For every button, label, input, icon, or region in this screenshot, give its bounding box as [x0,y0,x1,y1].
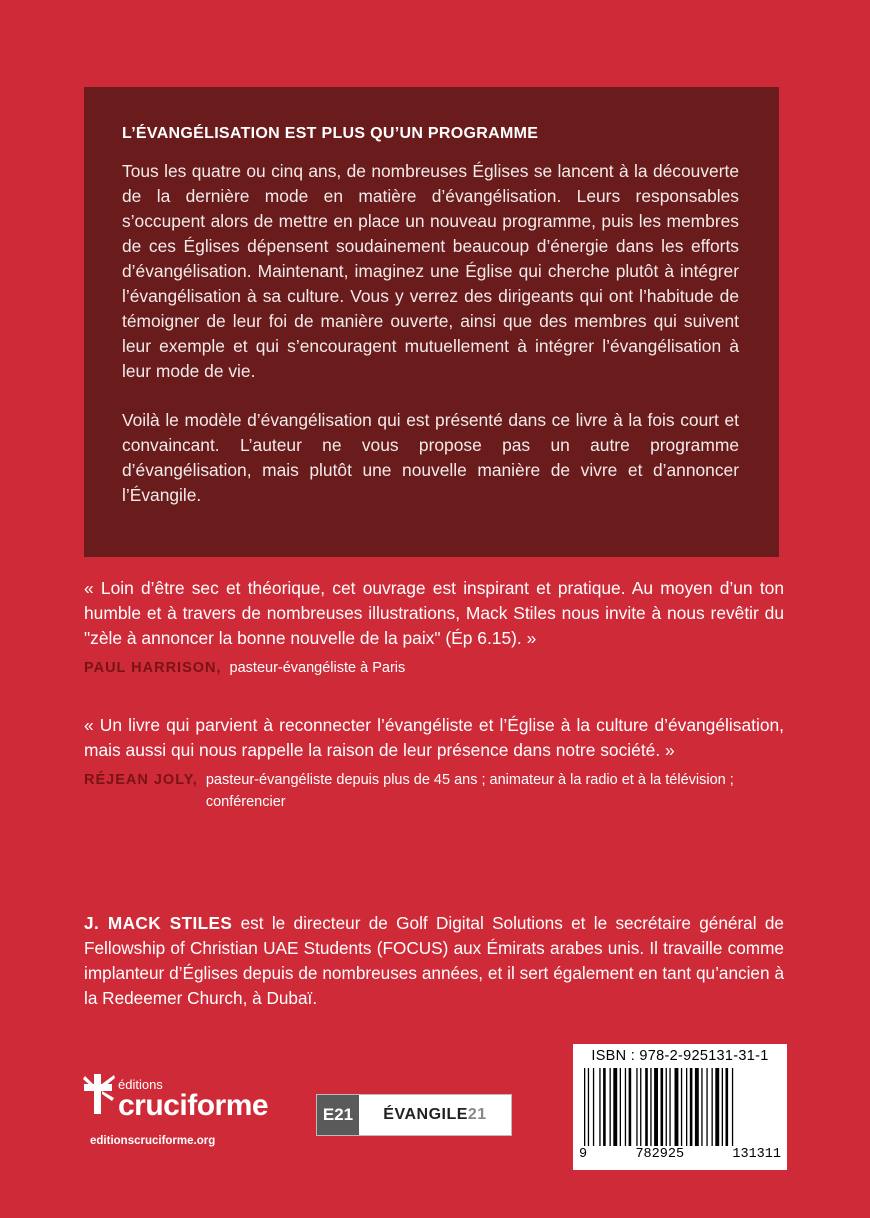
barcode-digit-group: 9 [579,1147,588,1162]
barcode-bar [588,1068,589,1146]
summary-paragraph-1: Tous les quatre ou cinq ans, de nombreuses Églises se lancent à la découverte de la dernière mode en matière d’évangélisation. Leurs responsables s’occupent alors de mettre en place un nouveau programme, puis les membres de ces Églises dépensent soudainement beaucoup d’énergie dans les efforts d’évangélisation. Maintenant, imaginez une Église qui cherche plutôt à intégrer l’évangélisation à sa culture. Vous y verrez des dirigeants qui ont l’habitude de témoigner de leur foi de manière ouverte, ainsi que des membres qui suivent leur exemple et qui s’encouragent mutuellement à intégrer l’évangélisation à leur mode de vie. [122,161,739,381]
quote-attribution [84,657,784,679]
barcode-bar [695,1068,699,1146]
endorsement-1 [84,576,784,679]
barcode-bar [732,1068,733,1146]
e21-mark: E21 [317,1095,359,1135]
barcode-bar [690,1068,693,1146]
endorser-role: pasteur-évangéliste depuis plus de 45 ans ; animateur à la radio et à la télévision ; conférencier [205,772,734,810]
barcode-bar [620,1068,621,1146]
barcode-bar [661,1068,664,1146]
barcode-bar [726,1068,729,1146]
barcode-digit-group: 131311 [732,1147,781,1162]
barcode-bar [681,1068,682,1146]
barcode-bar [599,1068,600,1146]
barcode-bar [593,1068,594,1146]
barcode-bar [650,1068,651,1146]
barcode-bar [636,1068,637,1146]
barcode-digit-group: 782925 [635,1147,685,1162]
barcode-bar [675,1068,679,1146]
e21-word: ÉVANGILE [383,1106,468,1123]
quote-attribution [84,769,784,813]
endorser-name: RÉJEAN JOLY, [84,772,198,788]
logo-small-text: éditions [118,1077,163,1092]
barcode-bar [715,1068,719,1146]
barcode-bar [669,1068,670,1146]
barcode-bar [686,1068,687,1146]
author-bio [84,911,784,1011]
barcode-bar [629,1068,632,1146]
summary-paragraph-2: Voilà le modèle d’évangélisation qui est présenté dans ce livre à la fois court et convaincant. L’auteur ne vous propose pas un autre programme d’évangélisation, mais plutôt une nouvelle manière de vivre et d’annoncer l’Évangile. [122,410,739,505]
cross-burst-icon [82,1072,116,1121]
barcode-bar [613,1068,617,1146]
author-bio-text: est le directeur de Golf Digital Solutions et le secrétaire général de Fellowship of Christian UAE Students (FOCUS) aux Émirats arabes unis. Il travaille comme implanteur d’Églises depuis de nombreuses années, et il sert également en tant qu’ancien à la Redeemer Church, à Dubaï. [84,913,784,1008]
barcode-bar [640,1068,641,1146]
quote-text: « Loin d’être sec et théorique, cet ouvrage est inspirant et pratique. Au moyen d’un ton humble et à travers de nombreuses illustrations, Mack Stiles nous invite à nous revêtir du "zèle à annoncer la bonne nouvelle de la paix" (Ép 6.15). » [84,578,784,648]
endorsements [84,576,784,813]
barcode-bar [706,1068,707,1146]
summary-panel [84,87,779,557]
barcode-bar [584,1068,585,1146]
barcode-bar [666,1068,667,1146]
barcode-bars [582,1068,778,1146]
isbn-label: ISBN : 978-2-925131-31-1 [591,1048,769,1064]
author-name: J. MACK STILES [84,913,233,933]
barcode-bar [654,1068,658,1146]
barcode-bar [712,1068,713,1146]
barcode-bar [701,1068,702,1146]
logo-big-text: cruciforme [118,1089,269,1122]
barcode-bar [610,1068,611,1146]
barcode-bar [603,1068,606,1146]
endorsement-2 [84,713,784,813]
evangile21-logo [316,1094,512,1136]
barcode-bar [722,1068,723,1146]
publisher-website: editionscruciforme.org [90,1135,216,1147]
endorser-role: pasteur-évangéliste à Paris [229,660,406,676]
e21-number: 21 [467,1106,487,1123]
barcode-bar [645,1068,648,1146]
isbn-barcode [573,1044,787,1170]
barcode-bar [625,1068,626,1146]
barcode-digits [579,1147,781,1162]
quote-text: « Un livre qui parvient à reconnecter l’évangéliste et l’Église à la culture d’évangélisation, mais aussi qui nous rappelle la raison de leur présence dans notre société. » [84,715,784,760]
e21-wordmark [359,1095,511,1135]
publisher-logo [82,1072,268,1147]
endorser-name: PAUL HARRISON, [84,660,222,676]
panel-title: L’ÉVANGÉLISATION EST PLUS QU’UN PROGRAMME [122,125,539,142]
